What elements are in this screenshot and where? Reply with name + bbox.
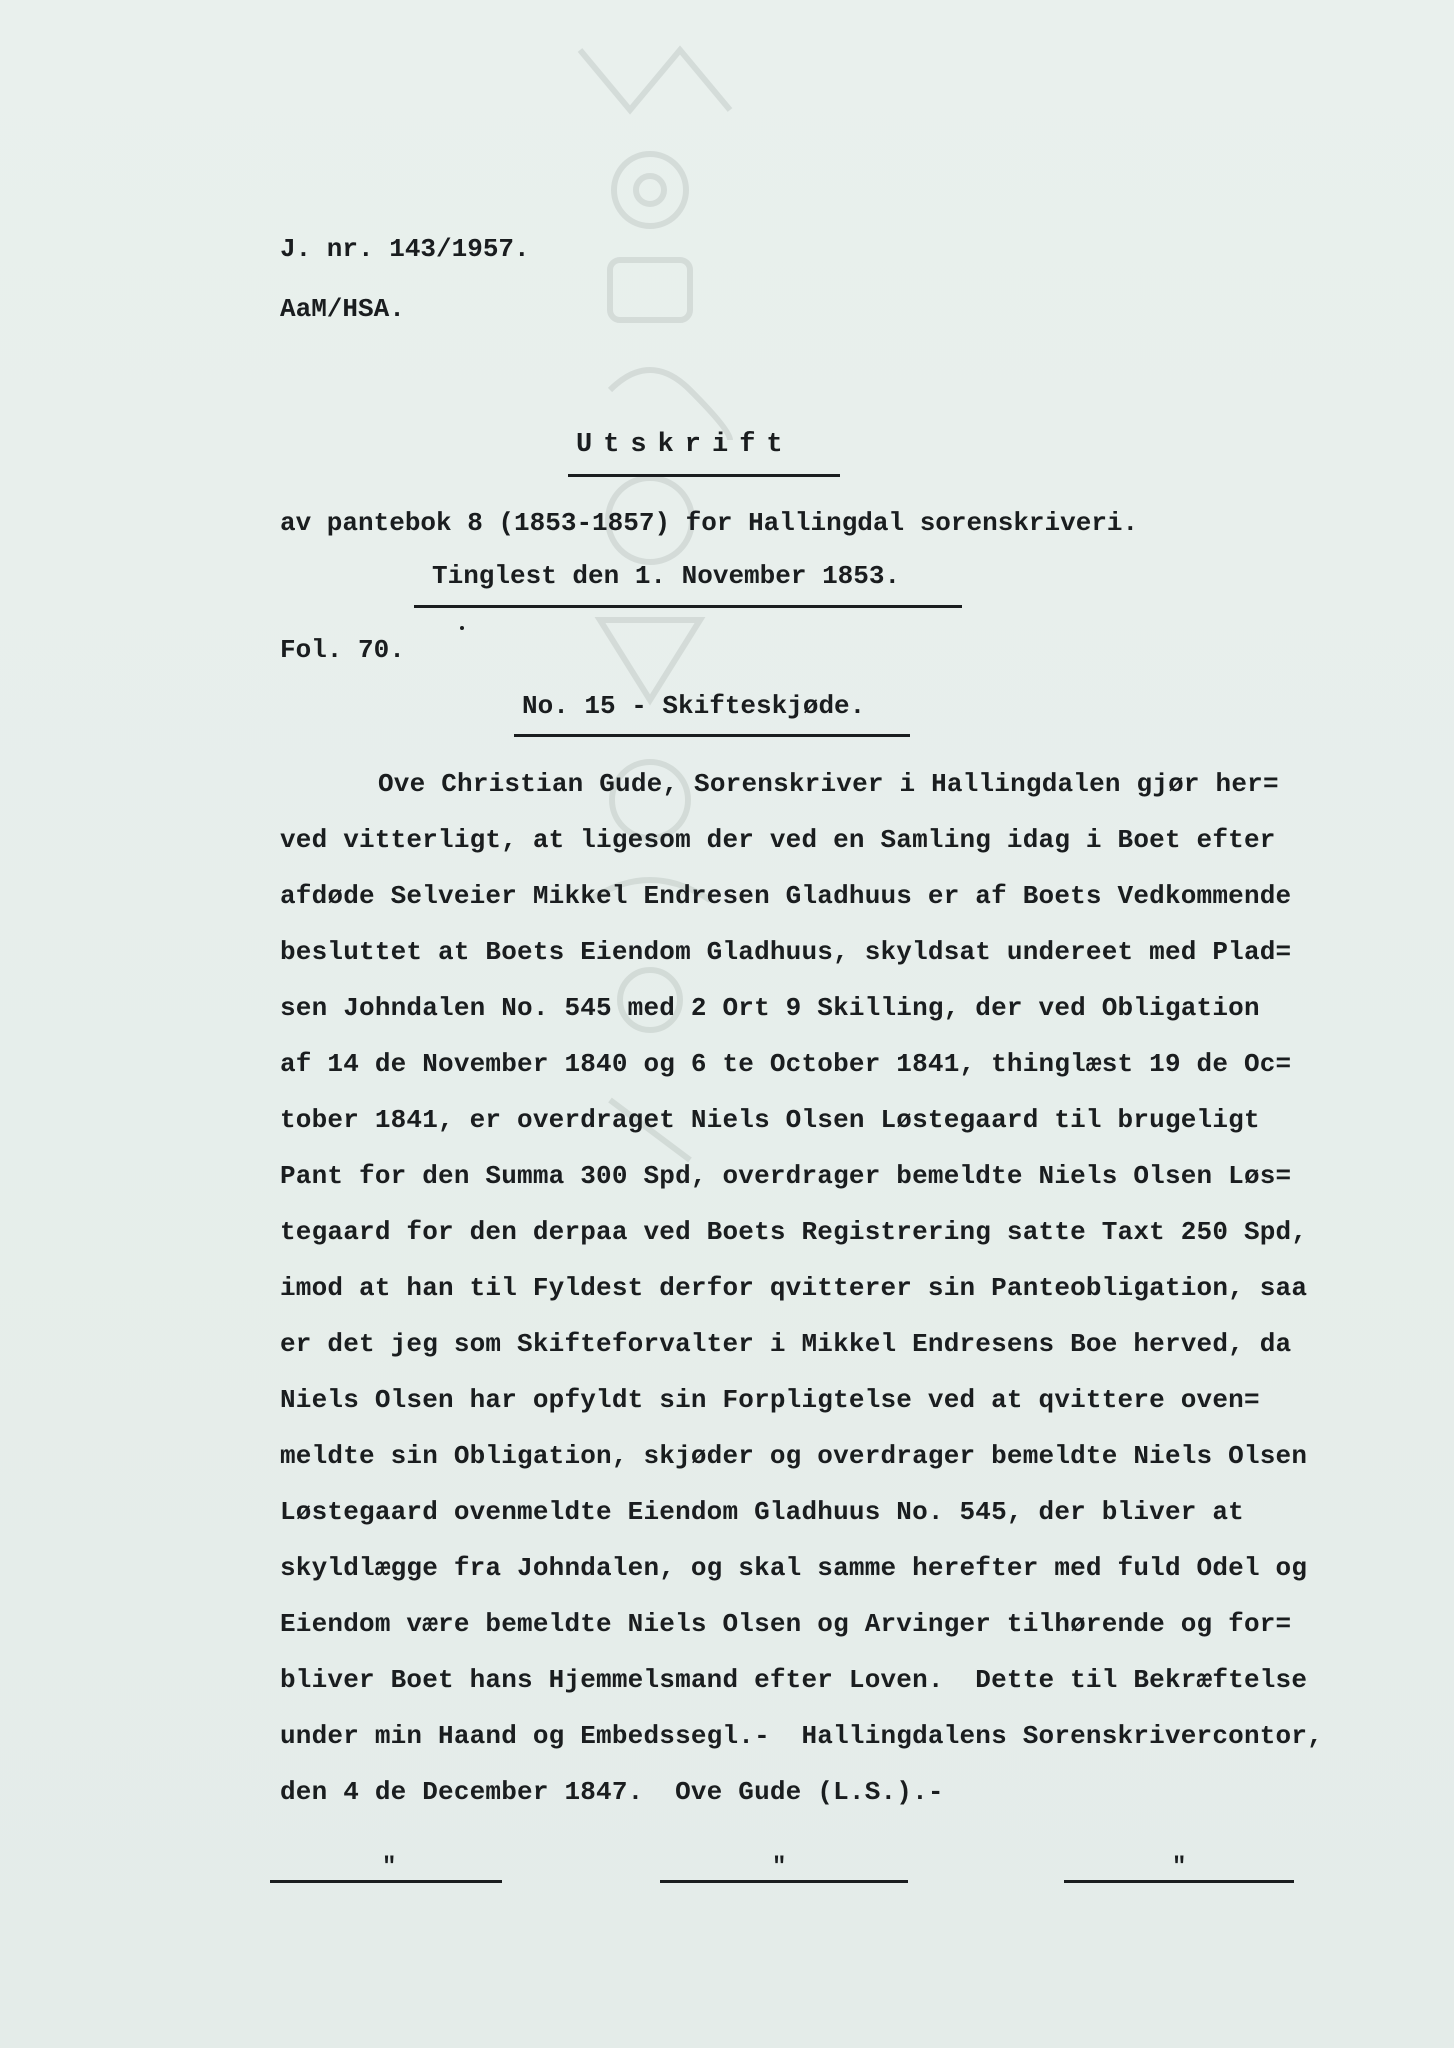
body-line: Ove Christian Gude, Sorenskriver i Hallingdalen gjør her= [378,769,1279,799]
document-title: Utskrift [576,430,794,460]
ditto-line-center [660,1854,908,1890]
body-line: besluttet at Boets Eiendom Gladhuus, skyldsat undereet med Plad= [280,937,1292,967]
body-line: sen Johndalen No. 545 med 2 Ort 9 Skilling, der ved Obligation [280,993,1260,1023]
entry-heading: No. 15 - Skifteskjøde. [522,691,866,721]
entry-heading-underline [514,734,910,737]
body-line: tober 1841, er overdraget Niels Olsen Løstegaard til brugeligt [280,1105,1260,1135]
body-line: Eiendom være bemeldte Niels Olsen og Arvinger tilhørende og for= [280,1609,1292,1639]
initials: AaM/HSA. [280,294,405,324]
body-line: Løstegaard ovenmeldte Eiendom Gladhuus No. 545, der bliver at [280,1497,1244,1527]
body-line: afdøde Selveier Mikkel Endresen Gladhuus er af Boets Vedkommende [280,881,1292,911]
body-line: under min Haand og Embedssegl.- Hallingdalens Sorenskrivercontor, [280,1721,1323,1751]
journal-number: J. nr. 143/1957. [280,234,530,264]
body-line: Niels Olsen har opfyldt sin Forpligtelse ved at qvittere oven= [280,1385,1260,1415]
body-line: den 4 de December 1847. Ove Gude (L.S.).- [280,1777,944,1807]
body-line: tegaard for den derpaa ved Boets Registrering satte Taxt 250 Spd, [280,1217,1308,1247]
title-underline [568,474,840,477]
body-line: meldte sin Obligation, skjøder og overdrager bemeldte Niels Olsen [280,1441,1308,1471]
body-line: er det jeg som Skifteforvalter i Mikkel Endresens Boe herved, da [280,1329,1292,1359]
registration-underline [414,605,962,608]
ditto-line-right [1064,1854,1294,1890]
ditto-mark: " [382,1854,397,1881]
body-line: af 14 de November 1840 og 6 te October 1841, thinglæst 19 de Oc= [280,1049,1292,1079]
body-line: Pant for den Summa 300 Spd, overdrager bemeldte Niels Olsen Løs= [280,1161,1292,1191]
stray-dot [460,626,464,630]
body-line: bliver Boet hans Hjemmelsmand efter Loven. Dette til Bekræftelse [280,1665,1308,1695]
ditto-mark: " [772,1854,787,1881]
body-line: ved vitterligt, at ligesom der ved en Samling idag i Boet efter [280,825,1276,855]
body-line: imod at han til Fyldest derfor qvitterer sin Panteobligation, saa [280,1273,1308,1303]
body-line: skyldlægge fra Johndalen, og skal samme herefter med fuld Odel og [280,1553,1308,1583]
registration-date: Tinglest den 1. November 1853. [432,561,901,591]
source-description: av pantebok 8 (1853-1857) for Hallingdal sorenskriveri. [280,508,1139,538]
folio-number: Fol. 70. [280,635,405,665]
ditto-mark: " [1172,1854,1187,1881]
ditto-line-left [270,1854,502,1890]
